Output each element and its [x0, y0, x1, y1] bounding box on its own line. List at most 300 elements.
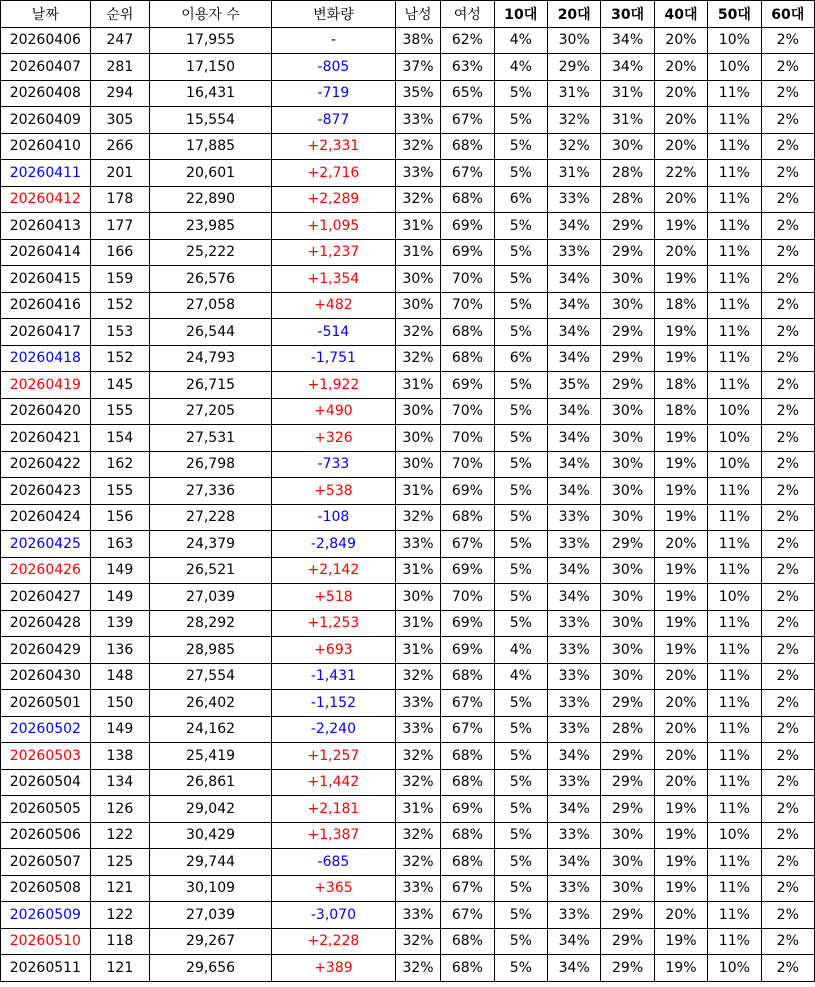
- users-cell: 29,744: [150, 849, 272, 876]
- age-30s-cell: 29%: [601, 796, 654, 823]
- female-pct-cell: 67%: [441, 690, 494, 717]
- male-pct-cell: 31%: [395, 478, 440, 505]
- rank-cell: 122: [90, 902, 149, 929]
- age-50s-cell: 11%: [708, 345, 761, 372]
- users-cell: 27,554: [150, 663, 272, 690]
- age-30s-cell: 30%: [601, 584, 654, 611]
- date-cell: 20260511: [1, 955, 91, 982]
- female-pct-cell: 69%: [441, 796, 494, 823]
- age-40s-cell: 19%: [654, 849, 707, 876]
- age-10s-cell: 5%: [494, 610, 547, 637]
- age-50s-cell: 11%: [708, 557, 761, 584]
- age-40s-cell: 20%: [654, 54, 707, 81]
- age-60s-cell: 2%: [761, 345, 814, 372]
- table-row: [1, 822, 815, 849]
- age-60s-cell: 2%: [761, 213, 814, 240]
- date-cell: 20260428: [1, 610, 91, 637]
- age-10s-cell: 5%: [494, 239, 547, 266]
- age-50s-cell: 11%: [708, 266, 761, 293]
- age-20s-cell: 35%: [548, 372, 601, 399]
- age-30s-cell: 29%: [601, 743, 654, 770]
- table-row: [1, 875, 815, 902]
- age-10s-cell: 5%: [494, 266, 547, 293]
- age-50s-cell: 11%: [708, 239, 761, 266]
- table-row: [1, 716, 815, 743]
- age-40s-cell: 19%: [654, 425, 707, 452]
- age-50s-cell: 11%: [708, 319, 761, 346]
- rank-cell: 139: [90, 610, 149, 637]
- male-pct-cell: 31%: [395, 796, 440, 823]
- users-cell: 26,521: [150, 557, 272, 584]
- header-male: 남성: [395, 1, 440, 28]
- date-cell: 20260510: [1, 928, 91, 955]
- age-60s-cell: 2%: [761, 160, 814, 187]
- header-users: 이용자 수: [150, 1, 272, 28]
- age-50s-cell: 11%: [708, 796, 761, 823]
- female-pct-cell: 70%: [441, 292, 494, 319]
- female-pct-cell: 65%: [441, 80, 494, 107]
- rank-cell: 166: [90, 239, 149, 266]
- table-row: [1, 796, 815, 823]
- age-10s-cell: 5%: [494, 319, 547, 346]
- age-40s-cell: 18%: [654, 398, 707, 425]
- change-cell: +1,442: [271, 769, 395, 796]
- table-row: [1, 584, 815, 611]
- age-50s-cell: 11%: [708, 663, 761, 690]
- date-cell: 20260422: [1, 451, 91, 478]
- age-30s-cell: 30%: [601, 849, 654, 876]
- age-40s-cell: 19%: [654, 319, 707, 346]
- female-pct-cell: 69%: [441, 637, 494, 664]
- age-20s-cell: 31%: [548, 160, 601, 187]
- age-30s-cell: 29%: [601, 769, 654, 796]
- change-cell: -: [271, 27, 395, 54]
- age-20s-cell: 34%: [548, 345, 601, 372]
- rank-cell: 177: [90, 213, 149, 240]
- age-10s-cell: 5%: [494, 504, 547, 531]
- age-30s-cell: 29%: [601, 531, 654, 558]
- male-pct-cell: 33%: [395, 160, 440, 187]
- date-cell: 20260419: [1, 372, 91, 399]
- age-10s-cell: 5%: [494, 80, 547, 107]
- male-pct-cell: 30%: [395, 266, 440, 293]
- age-20s-cell: 34%: [548, 213, 601, 240]
- age-60s-cell: 2%: [761, 54, 814, 81]
- age-50s-cell: 11%: [708, 610, 761, 637]
- rank-cell: 121: [90, 875, 149, 902]
- age-60s-cell: 2%: [761, 292, 814, 319]
- users-cell: 26,715: [150, 372, 272, 399]
- male-pct-cell: 38%: [395, 27, 440, 54]
- header-date: 날짜: [1, 1, 91, 28]
- male-pct-cell: 35%: [395, 80, 440, 107]
- rank-cell: 281: [90, 54, 149, 81]
- age-30s-cell: 29%: [601, 955, 654, 982]
- age-30s-cell: 30%: [601, 822, 654, 849]
- table-row: [1, 637, 815, 664]
- rank-cell: 118: [90, 928, 149, 955]
- male-pct-cell: 32%: [395, 133, 440, 160]
- female-pct-cell: 70%: [441, 451, 494, 478]
- age-20s-cell: 34%: [548, 928, 601, 955]
- age-40s-cell: 22%: [654, 160, 707, 187]
- male-pct-cell: 33%: [395, 690, 440, 717]
- age-30s-cell: 28%: [601, 716, 654, 743]
- age-30s-cell: 30%: [601, 133, 654, 160]
- female-pct-cell: 70%: [441, 266, 494, 293]
- male-pct-cell: 31%: [395, 239, 440, 266]
- date-cell: 20260424: [1, 504, 91, 531]
- age-30s-cell: 29%: [601, 345, 654, 372]
- female-pct-cell: 69%: [441, 478, 494, 505]
- male-pct-cell: 31%: [395, 557, 440, 584]
- age-20s-cell: 34%: [548, 398, 601, 425]
- age-50s-cell: 11%: [708, 133, 761, 160]
- date-cell: 20260412: [1, 186, 91, 213]
- age-10s-cell: 5%: [494, 743, 547, 770]
- header-female: 여성: [441, 1, 494, 28]
- date-cell: 20260414: [1, 239, 91, 266]
- female-pct-cell: 69%: [441, 372, 494, 399]
- age-50s-cell: 11%: [708, 213, 761, 240]
- male-pct-cell: 31%: [395, 610, 440, 637]
- age-10s-cell: 5%: [494, 769, 547, 796]
- age-20s-cell: 33%: [548, 822, 601, 849]
- age-60s-cell: 2%: [761, 743, 814, 770]
- rank-cell: 125: [90, 849, 149, 876]
- date-cell: 20260407: [1, 54, 91, 81]
- rank-cell: 163: [90, 531, 149, 558]
- age-20s-cell: 33%: [548, 637, 601, 664]
- table-row: [1, 531, 815, 558]
- age-60s-cell: 2%: [761, 849, 814, 876]
- age-50s-cell: 10%: [708, 822, 761, 849]
- users-cell: 27,228: [150, 504, 272, 531]
- age-10s-cell: 5%: [494, 372, 547, 399]
- header-row: [1, 1, 815, 28]
- users-cell: 22,890: [150, 186, 272, 213]
- age-10s-cell: 5%: [494, 690, 547, 717]
- age-50s-cell: 11%: [708, 292, 761, 319]
- rank-cell: 148: [90, 663, 149, 690]
- age-30s-cell: 30%: [601, 478, 654, 505]
- age-50s-cell: 11%: [708, 928, 761, 955]
- female-pct-cell: 67%: [441, 902, 494, 929]
- date-cell: 20260507: [1, 849, 91, 876]
- age-20s-cell: 33%: [548, 875, 601, 902]
- female-pct-cell: 67%: [441, 875, 494, 902]
- users-cell: 16,431: [150, 80, 272, 107]
- rank-cell: 134: [90, 769, 149, 796]
- table-row: [1, 769, 815, 796]
- age-40s-cell: 20%: [654, 902, 707, 929]
- age-30s-cell: 31%: [601, 107, 654, 134]
- age-60s-cell: 2%: [761, 27, 814, 54]
- age-40s-cell: 19%: [654, 345, 707, 372]
- table-row: [1, 955, 815, 982]
- header-rank: 순위: [90, 1, 149, 28]
- age-20s-cell: 31%: [548, 80, 601, 107]
- age-40s-cell: 19%: [654, 875, 707, 902]
- age-30s-cell: 30%: [601, 663, 654, 690]
- change-cell: +490: [271, 398, 395, 425]
- female-pct-cell: 68%: [441, 186, 494, 213]
- users-cell: 17,885: [150, 133, 272, 160]
- male-pct-cell: 30%: [395, 584, 440, 611]
- male-pct-cell: 32%: [395, 504, 440, 531]
- male-pct-cell: 32%: [395, 928, 440, 955]
- age-10s-cell: 5%: [494, 928, 547, 955]
- age-30s-cell: 30%: [601, 425, 654, 452]
- female-pct-cell: 70%: [441, 425, 494, 452]
- rank-cell: 305: [90, 107, 149, 134]
- age-50s-cell: 10%: [708, 54, 761, 81]
- table-row: [1, 133, 815, 160]
- female-pct-cell: 68%: [441, 955, 494, 982]
- age-20s-cell: 34%: [548, 292, 601, 319]
- rank-cell: 155: [90, 398, 149, 425]
- date-cell: 20260421: [1, 425, 91, 452]
- age-20s-cell: 32%: [548, 133, 601, 160]
- rank-cell: 154: [90, 425, 149, 452]
- age-20s-cell: 33%: [548, 769, 601, 796]
- female-pct-cell: 68%: [441, 663, 494, 690]
- age-30s-cell: 30%: [601, 610, 654, 637]
- female-pct-cell: 68%: [441, 743, 494, 770]
- age-60s-cell: 2%: [761, 186, 814, 213]
- date-cell: 20260508: [1, 875, 91, 902]
- table-row: [1, 663, 815, 690]
- table-row: [1, 345, 815, 372]
- male-pct-cell: 33%: [395, 531, 440, 558]
- table-row: [1, 319, 815, 346]
- age-50s-cell: 11%: [708, 478, 761, 505]
- age-30s-cell: 30%: [601, 266, 654, 293]
- users-cell: 27,039: [150, 902, 272, 929]
- age-50s-cell: 11%: [708, 531, 761, 558]
- age-60s-cell: 2%: [761, 133, 814, 160]
- date-cell: 20260505: [1, 796, 91, 823]
- age-40s-cell: 20%: [654, 80, 707, 107]
- table-row: [1, 928, 815, 955]
- table-row: [1, 266, 815, 293]
- header-age-50s: 50대: [708, 1, 761, 28]
- age-30s-cell: 29%: [601, 319, 654, 346]
- rank-cell: 149: [90, 584, 149, 611]
- change-cell: +1,237: [271, 239, 395, 266]
- female-pct-cell: 68%: [441, 133, 494, 160]
- change-cell: +1,257: [271, 743, 395, 770]
- change-cell: +482: [271, 292, 395, 319]
- age-50s-cell: 11%: [708, 875, 761, 902]
- age-60s-cell: 2%: [761, 955, 814, 982]
- age-60s-cell: 2%: [761, 398, 814, 425]
- age-30s-cell: 34%: [601, 27, 654, 54]
- age-60s-cell: 2%: [761, 637, 814, 664]
- header-age-60s: 60대: [761, 1, 814, 28]
- age-40s-cell: 19%: [654, 955, 707, 982]
- date-cell: 20260413: [1, 213, 91, 240]
- male-pct-cell: 32%: [395, 663, 440, 690]
- table-row: [1, 160, 815, 187]
- change-cell: +2,181: [271, 796, 395, 823]
- date-cell: 20260408: [1, 80, 91, 107]
- female-pct-cell: 68%: [441, 769, 494, 796]
- date-cell: 20260423: [1, 478, 91, 505]
- date-cell: 20260506: [1, 822, 91, 849]
- date-cell: 20260426: [1, 557, 91, 584]
- change-cell: +693: [271, 637, 395, 664]
- table-row: [1, 54, 815, 81]
- age-60s-cell: 2%: [761, 531, 814, 558]
- table-row: [1, 451, 815, 478]
- age-30s-cell: 29%: [601, 239, 654, 266]
- age-60s-cell: 2%: [761, 319, 814, 346]
- users-cell: 29,656: [150, 955, 272, 982]
- age-30s-cell: 34%: [601, 54, 654, 81]
- age-50s-cell: 10%: [708, 955, 761, 982]
- rank-cell: 145: [90, 372, 149, 399]
- age-50s-cell: 11%: [708, 80, 761, 107]
- age-30s-cell: 29%: [601, 928, 654, 955]
- rank-cell: 126: [90, 796, 149, 823]
- age-60s-cell: 2%: [761, 266, 814, 293]
- users-cell: 26,544: [150, 319, 272, 346]
- age-10s-cell: 5%: [494, 849, 547, 876]
- age-40s-cell: 20%: [654, 133, 707, 160]
- users-cell: 26,576: [150, 266, 272, 293]
- age-10s-cell: 5%: [494, 584, 547, 611]
- table-row: [1, 743, 815, 770]
- female-pct-cell: 69%: [441, 239, 494, 266]
- change-cell: +2,331: [271, 133, 395, 160]
- age-10s-cell: 6%: [494, 345, 547, 372]
- change-cell: +1,354: [271, 266, 395, 293]
- female-pct-cell: 67%: [441, 107, 494, 134]
- male-pct-cell: 32%: [395, 743, 440, 770]
- table-row: [1, 107, 815, 134]
- age-50s-cell: 11%: [708, 690, 761, 717]
- users-cell: 29,042: [150, 796, 272, 823]
- change-cell: +2,228: [271, 928, 395, 955]
- date-cell: 20260430: [1, 663, 91, 690]
- change-cell: -719: [271, 80, 395, 107]
- male-pct-cell: 31%: [395, 372, 440, 399]
- change-cell: -1,431: [271, 663, 395, 690]
- age-10s-cell: 5%: [494, 160, 547, 187]
- female-pct-cell: 68%: [441, 928, 494, 955]
- rank-cell: 149: [90, 716, 149, 743]
- age-10s-cell: 4%: [494, 663, 547, 690]
- date-cell: 20260429: [1, 637, 91, 664]
- age-10s-cell: 5%: [494, 902, 547, 929]
- header-age-30s: 30대: [601, 1, 654, 28]
- age-60s-cell: 2%: [761, 875, 814, 902]
- age-50s-cell: 11%: [708, 716, 761, 743]
- rank-cell: 178: [90, 186, 149, 213]
- female-pct-cell: 69%: [441, 610, 494, 637]
- users-cell: 26,861: [150, 769, 272, 796]
- age-10s-cell: 4%: [494, 54, 547, 81]
- rank-cell: 247: [90, 27, 149, 54]
- age-20s-cell: 33%: [548, 716, 601, 743]
- age-50s-cell: 11%: [708, 372, 761, 399]
- date-cell: 20260502: [1, 716, 91, 743]
- male-pct-cell: 33%: [395, 902, 440, 929]
- age-50s-cell: 11%: [708, 849, 761, 876]
- table-row: [1, 504, 815, 531]
- change-cell: +1,922: [271, 372, 395, 399]
- age-10s-cell: 5%: [494, 107, 547, 134]
- users-cell: 30,429: [150, 822, 272, 849]
- age-50s-cell: 10%: [708, 425, 761, 452]
- table-row: [1, 213, 815, 240]
- male-pct-cell: 33%: [395, 716, 440, 743]
- age-50s-cell: 11%: [708, 637, 761, 664]
- age-60s-cell: 2%: [761, 107, 814, 134]
- age-60s-cell: 2%: [761, 80, 814, 107]
- male-pct-cell: 32%: [395, 849, 440, 876]
- table-row: [1, 239, 815, 266]
- male-pct-cell: 30%: [395, 398, 440, 425]
- age-40s-cell: 19%: [654, 504, 707, 531]
- male-pct-cell: 37%: [395, 54, 440, 81]
- age-30s-cell: 31%: [601, 80, 654, 107]
- age-30s-cell: 29%: [601, 902, 654, 929]
- change-cell: -733: [271, 451, 395, 478]
- age-40s-cell: 19%: [654, 822, 707, 849]
- date-cell: 20260501: [1, 690, 91, 717]
- age-10s-cell: 5%: [494, 451, 547, 478]
- age-30s-cell: 29%: [601, 372, 654, 399]
- change-cell: -805: [271, 54, 395, 81]
- age-20s-cell: 34%: [548, 319, 601, 346]
- age-50s-cell: 11%: [708, 160, 761, 187]
- age-20s-cell: 34%: [548, 557, 601, 584]
- age-40s-cell: 20%: [654, 769, 707, 796]
- age-20s-cell: 34%: [548, 849, 601, 876]
- age-10s-cell: 5%: [494, 133, 547, 160]
- users-cell: 25,222: [150, 239, 272, 266]
- age-60s-cell: 2%: [761, 610, 814, 637]
- age-10s-cell: 5%: [494, 557, 547, 584]
- users-cell: 23,985: [150, 213, 272, 240]
- users-cell: 27,039: [150, 584, 272, 611]
- age-10s-cell: 5%: [494, 292, 547, 319]
- date-cell: 20260420: [1, 398, 91, 425]
- age-30s-cell: 30%: [601, 875, 654, 902]
- age-10s-cell: 5%: [494, 531, 547, 558]
- age-60s-cell: 2%: [761, 584, 814, 611]
- male-pct-cell: 32%: [395, 769, 440, 796]
- date-cell: 20260509: [1, 902, 91, 929]
- age-20s-cell: 33%: [548, 663, 601, 690]
- table-row: [1, 398, 815, 425]
- age-40s-cell: 19%: [654, 451, 707, 478]
- rank-cell: 150: [90, 690, 149, 717]
- rank-cell: 155: [90, 478, 149, 505]
- date-cell: 20260503: [1, 743, 91, 770]
- users-cell: 24,793: [150, 345, 272, 372]
- rank-cell: 152: [90, 345, 149, 372]
- change-cell: -685: [271, 849, 395, 876]
- header-age-10s: 10대: [494, 1, 547, 28]
- age-10s-cell: 5%: [494, 875, 547, 902]
- change-cell: -514: [271, 319, 395, 346]
- male-pct-cell: 32%: [395, 955, 440, 982]
- age-20s-cell: 33%: [548, 690, 601, 717]
- change-cell: -108: [271, 504, 395, 531]
